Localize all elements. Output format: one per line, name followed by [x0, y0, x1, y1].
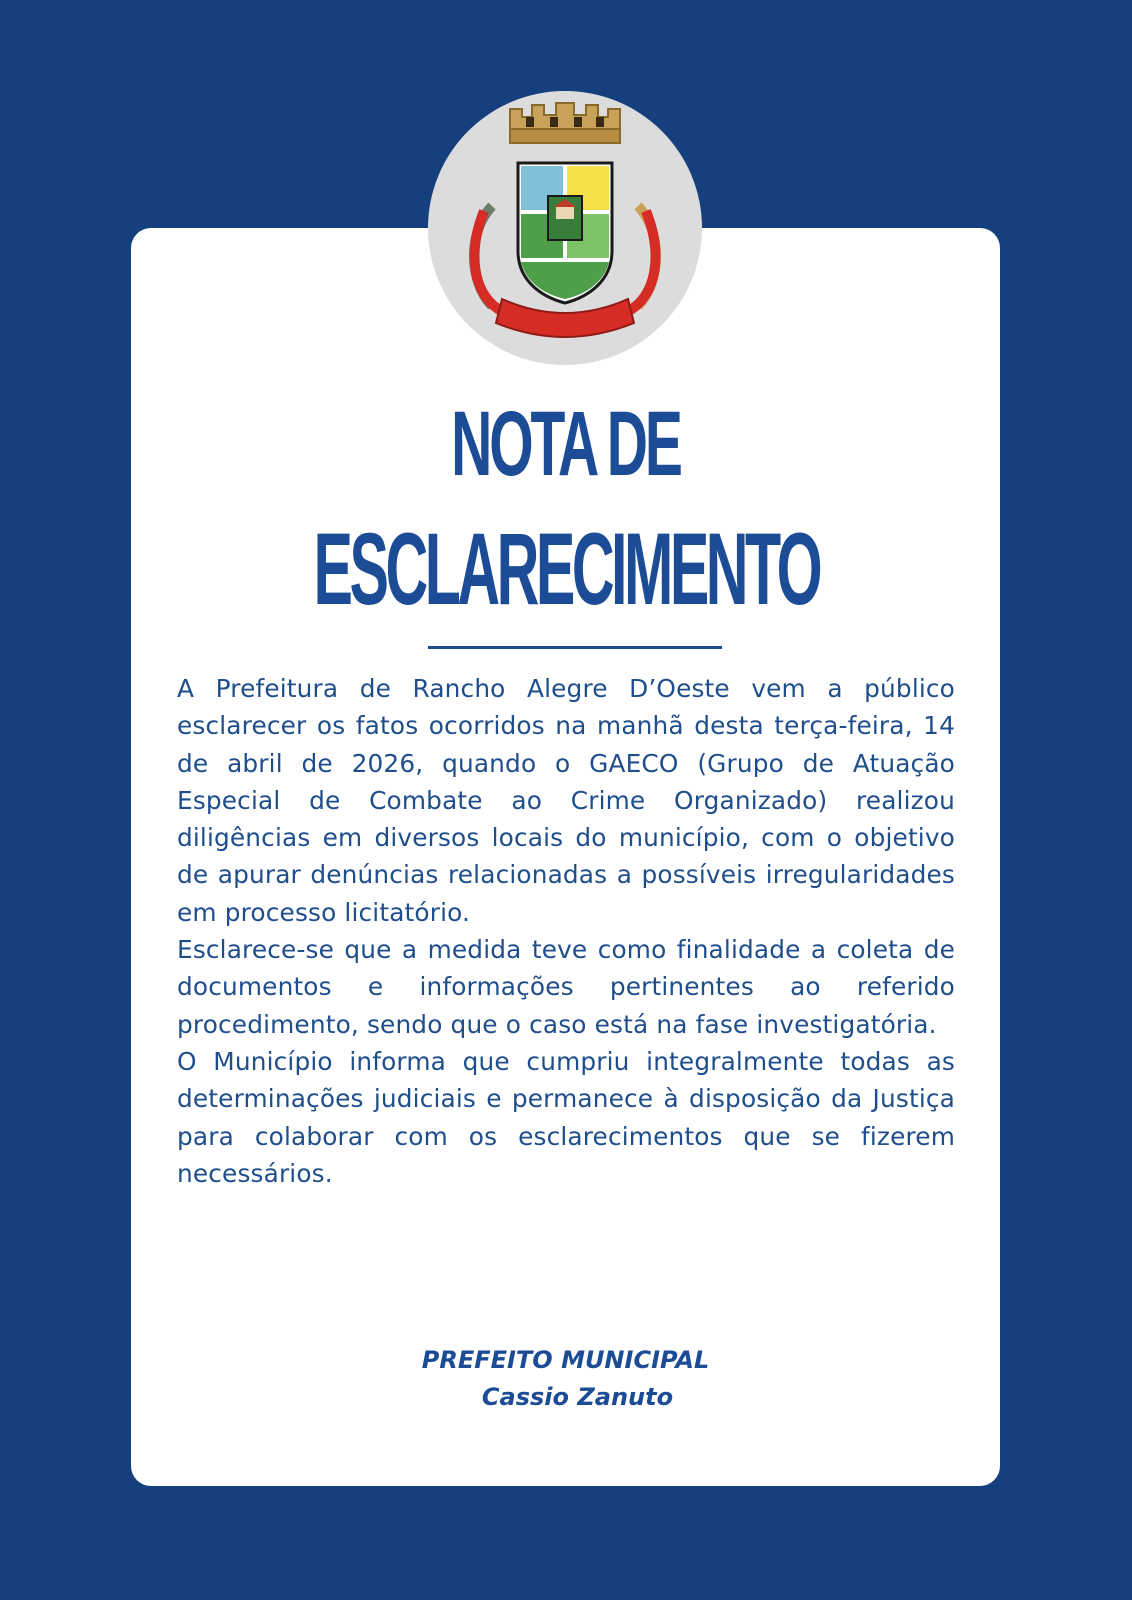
- paragraph-1: A Prefeitura de Rancho Alegre D’Oeste vem a público esclarecer os fatos ocorridos na manhã desta terça-feira, 14 de abril de 2026, quando o GAECO (Grupo de Atuação Especial de Combate ao Crime Organizado) realizou diligências em diversos locais do município, com o objetivo de apurar denúncias relacionadas a possíveis irregularidades em processo licitatório.: [177, 674, 955, 927]
- signature-name: Cassio Zanuto: [481, 1383, 674, 1411]
- paragraph-2: Esclarece-se que a medida teve como finalidade a coleta de documentos e informações pertinentes ao referido procedimento, sendo que o caso está na fase investigatória.: [177, 935, 955, 1039]
- title-line-1: NOTA DE: [451, 393, 680, 495]
- seal-circle: [428, 91, 702, 365]
- title-line-2: ESCLARECIMENTO: [313, 512, 820, 626]
- paragraph-3: O Município informa que cumpriu integralmente todas as determinações judiciais e permanece à disposição da Justiça para colaborar com os esclarecimentos que se fizerem necessários.: [177, 1046, 955, 1188]
- statement-body: [177, 670, 955, 1192]
- signature-role: PREFEITO MUNICIPAL: [421, 1346, 710, 1374]
- title-divider: [428, 646, 722, 649]
- coat-of-arms-icon: [428, 91, 702, 365]
